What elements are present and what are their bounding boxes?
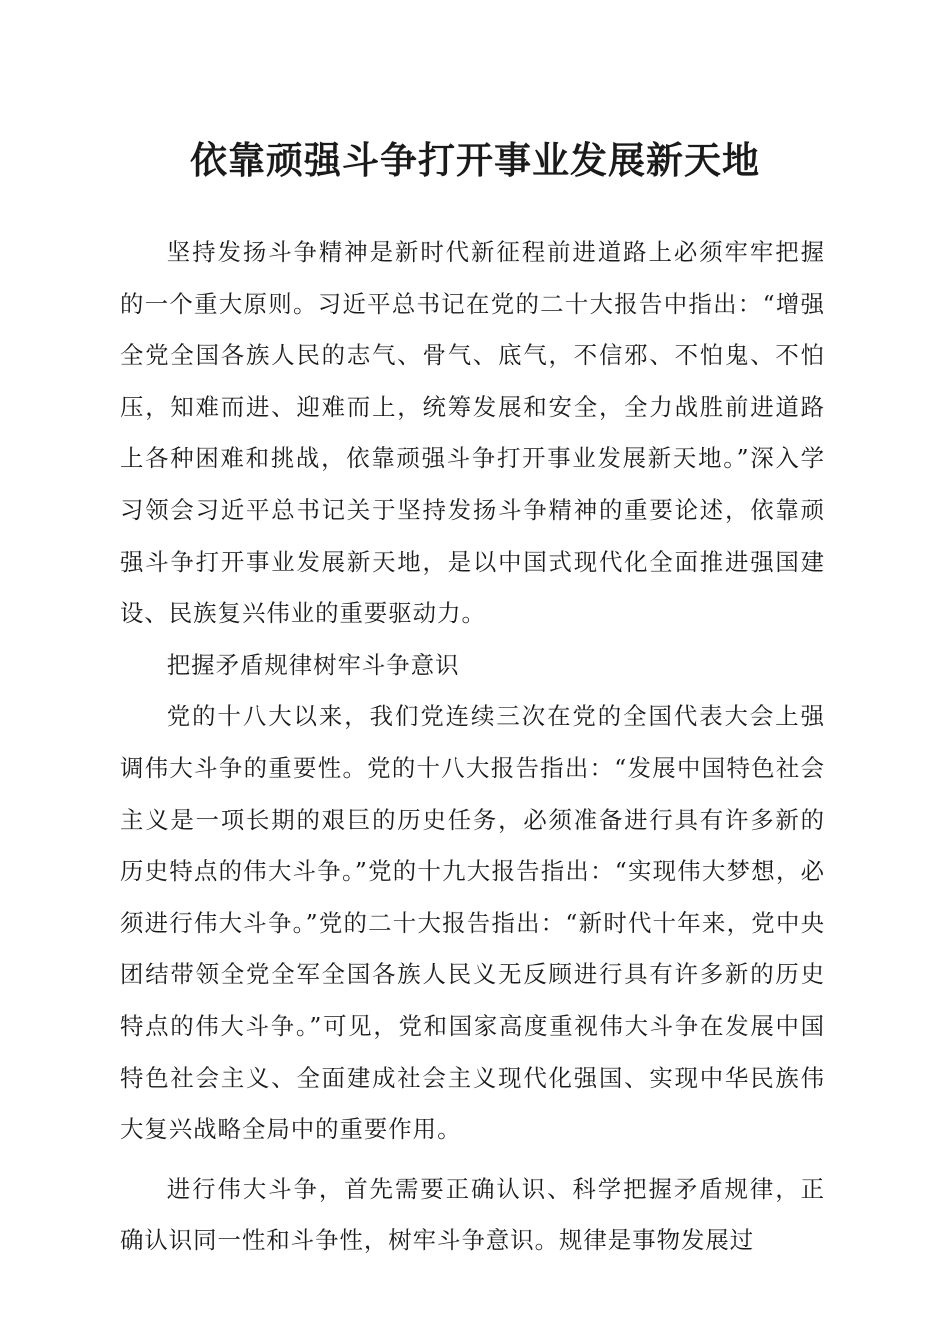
document-title: 依靠顽强斗争打开事业发展新天地 [190, 138, 760, 182]
paragraph-struggle: 进行伟大斗争，首先需要正确认识、科学把握矛盾规律，正确认识同一性和斗争性，树牢斗争意识。规律是事物发展过 [120, 1174, 825, 1255]
paragraph-history: 党的十八大以来，我们党连续三次在党的全国代表大会上强调伟大斗争的重要性。党的十八大报告指出：“发展中国特色社会主义是一项长期的艰巨的历史任务，必须准备进行具有许多新的历史特点的伟大斗争。”党的十九大报告指出：“实现伟大梦想，必须进行伟大斗争。”党的二十大报告指出：“新时代十年来，党中央团结带领全党全军全国各族人民义无反顾进行具有许多新的历史特点的伟大斗争。”可见，党和国家高度重视伟大斗争在发展中国特色社会主义、全面建成社会主义现代化强国、实现中华民族伟大复兴战略全局中的重要作用。 [120, 702, 825, 1144]
document-body [120, 227, 825, 1267]
section-heading: 把握矛盾规律树牢斗争意识 [166, 650, 460, 679]
paragraph-intro: 坚持发扬斗争精神是新时代新征程前进道路上必须牢牢把握的一个重大原则。习近平总书记在党的二十大报告中指出：“增强全党全国各族人民的志气、骨气、底气，不信邪、不怕鬼、不怕压，知难而进、迎难而上，统筹发展和安全，全力战胜前进道路上各种困难和挑战，依靠顽强斗争打开事业发展新天地。”深入学习领会习近平总书记关于坚持发扬斗争精神的重要论述，依靠顽强斗争打开事业发展新天地，是以中国式现代化全面推进强国建设、民族复兴伟业的重要驱动力。 [120, 238, 825, 628]
